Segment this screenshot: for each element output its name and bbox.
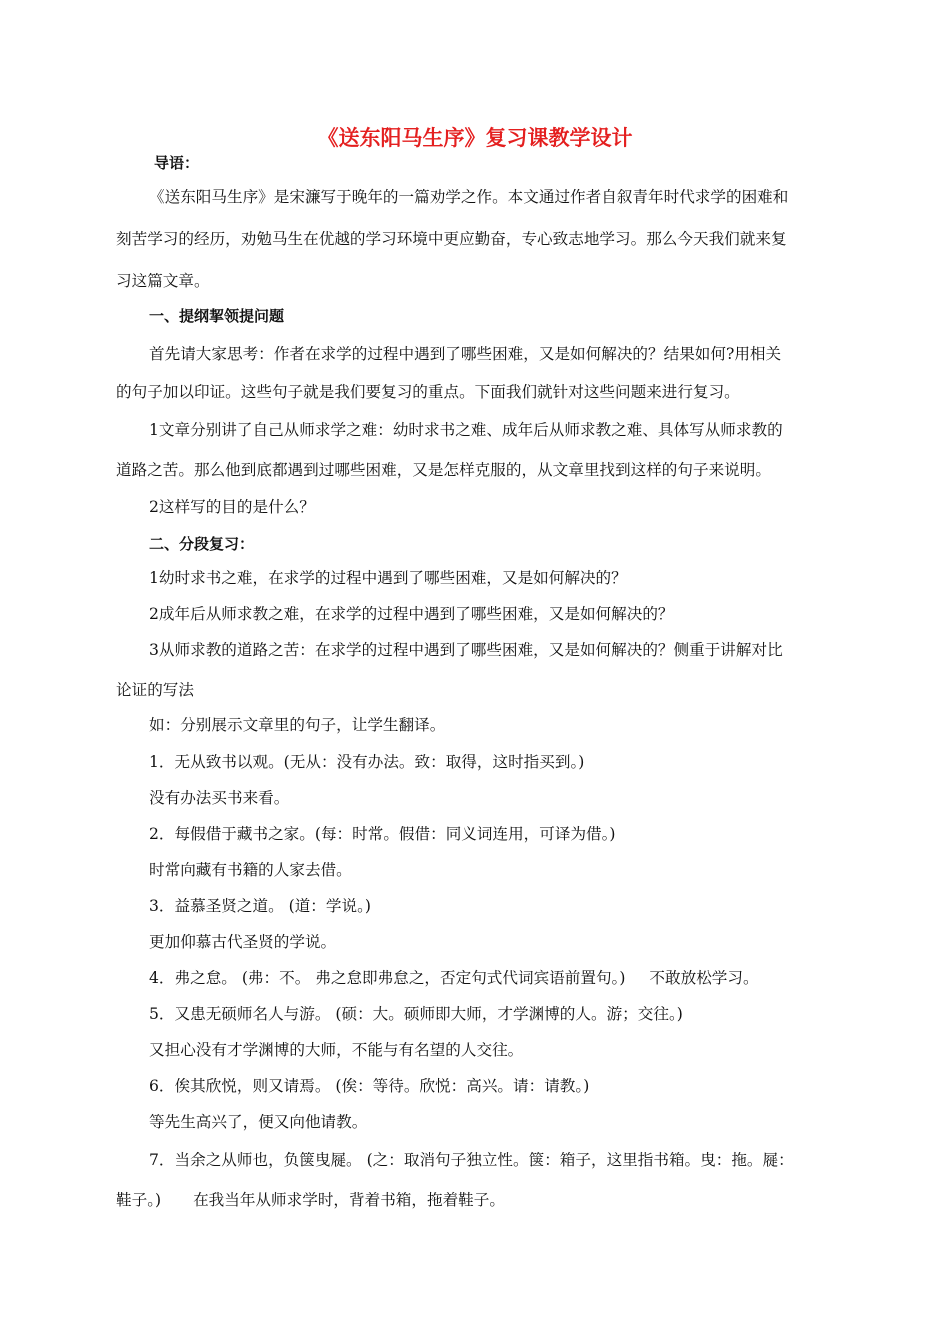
example-sentence: 鞋子。) — [116, 1191, 162, 1209]
example-sentence: 3．益慕圣贤之道。 (道：学说。) — [149, 897, 371, 915]
intro-line: 《送东阳马生序》是宋濂写于晚年的一篇劝学之作。本文通过作者自叙青年时代求学的困难和 — [149, 188, 789, 206]
section1-paragraph-line: 的句子加以印证。这些句子就是我们要复习的重点。下面我们就针对这些问题来进行复习。 — [116, 383, 740, 401]
intro-line: 习这篇文章。 — [116, 272, 210, 290]
example-sentence: 7．当余之从师也，负箧曳屣。 (之：取消句子独立性。箧：箱子，这里指书箱。曳：拖。屣： — [149, 1151, 794, 1169]
section1-paragraph-line: 2这样写的目的是什么？ — [149, 498, 315, 516]
section1-paragraph-line: 1文章分别讲了自己从师求学之难：幼时求书之难、成年后从师求教之难、具体写从师求教的 — [149, 421, 783, 439]
example-translation: 又担心没有才学渊博的大师，不能与有名望的人交往。 — [149, 1041, 524, 1059]
example-translation: 等先生高兴了，便又向他请教。 — [149, 1113, 368, 1131]
section1-paragraph-line: 首先请大家思考：作者在求学的过程中遇到了哪些困难，又是如何解决的？结果如何?用相关 — [149, 345, 782, 363]
example-sentence: 4．弗之怠。 (弗：不。 弗之怠即弗怠之，否定句式代词宾语前置句。) — [149, 969, 626, 987]
section1-paragraph-line: 道路之苦。那么他到底都遇到过哪些困难，又是怎样克服的，从文章里找到这样的句子来说明。 — [116, 461, 771, 479]
section2-question: 3从师求教的道路之苦：在求学的过程中遇到了哪些困难，又是如何解决的？侧重于讲解对比 — [149, 641, 783, 659]
example-intro: 如：分别展示文章里的句子，让学生翻译。 — [149, 716, 446, 734]
section2-question: 1幼时求书之难，在求学的过程中遇到了哪些困难，又是如何解决的？ — [149, 569, 627, 587]
example-sentence: 1．无从致书以观。(无从：没有办法。致：取得，这时指买到。) — [149, 753, 585, 771]
example-line — [149, 967, 759, 989]
example-line — [116, 1189, 505, 1211]
example-translation: 在我当年从师求学时，背着书箱，拖着鞋子。 — [193, 1191, 505, 1209]
intro-line: 刻苦学习的经历，劝勉马生在优越的学习环境中更应勤奋，专心致志地学习。那么今天我们就来复 — [116, 230, 787, 248]
example-sentence: 6．俟其欣悦，则又请焉。 (俟：等待。欣悦：高兴。请：请教。) — [149, 1077, 590, 1095]
section1-heading: 一、提纲挈领提问题 — [149, 307, 285, 325]
example-translation: 没有办法买书来看。 — [149, 789, 290, 807]
example-translation: 时常向藏有书籍的人家去借。 — [149, 861, 352, 879]
section2-heading: 二、分段复习： — [149, 535, 255, 553]
intro-heading: 导语： — [154, 154, 200, 172]
example-translation: 不敢放松学习。 — [649, 969, 759, 987]
example-sentence: 5．又患无硕师名人与游。 (硕：大。硕师即大师，才学渊博的人。游；交往。) — [149, 1005, 683, 1023]
example-translation: 更加仰慕古代圣贤的学说。 — [149, 933, 337, 951]
example-sentence: 2．每假借于藏书之家。(每：时常。假借：同义词连用，可译为借。) — [149, 825, 616, 843]
section2-question: 2成年后从师求教之难，在求学的过程中遇到了哪些困难，又是如何解决的？ — [149, 605, 674, 623]
section2-question: 论证的写法 — [116, 681, 194, 699]
document-title: 《送东阳马生序》复习课教学设计 — [317, 126, 633, 150]
